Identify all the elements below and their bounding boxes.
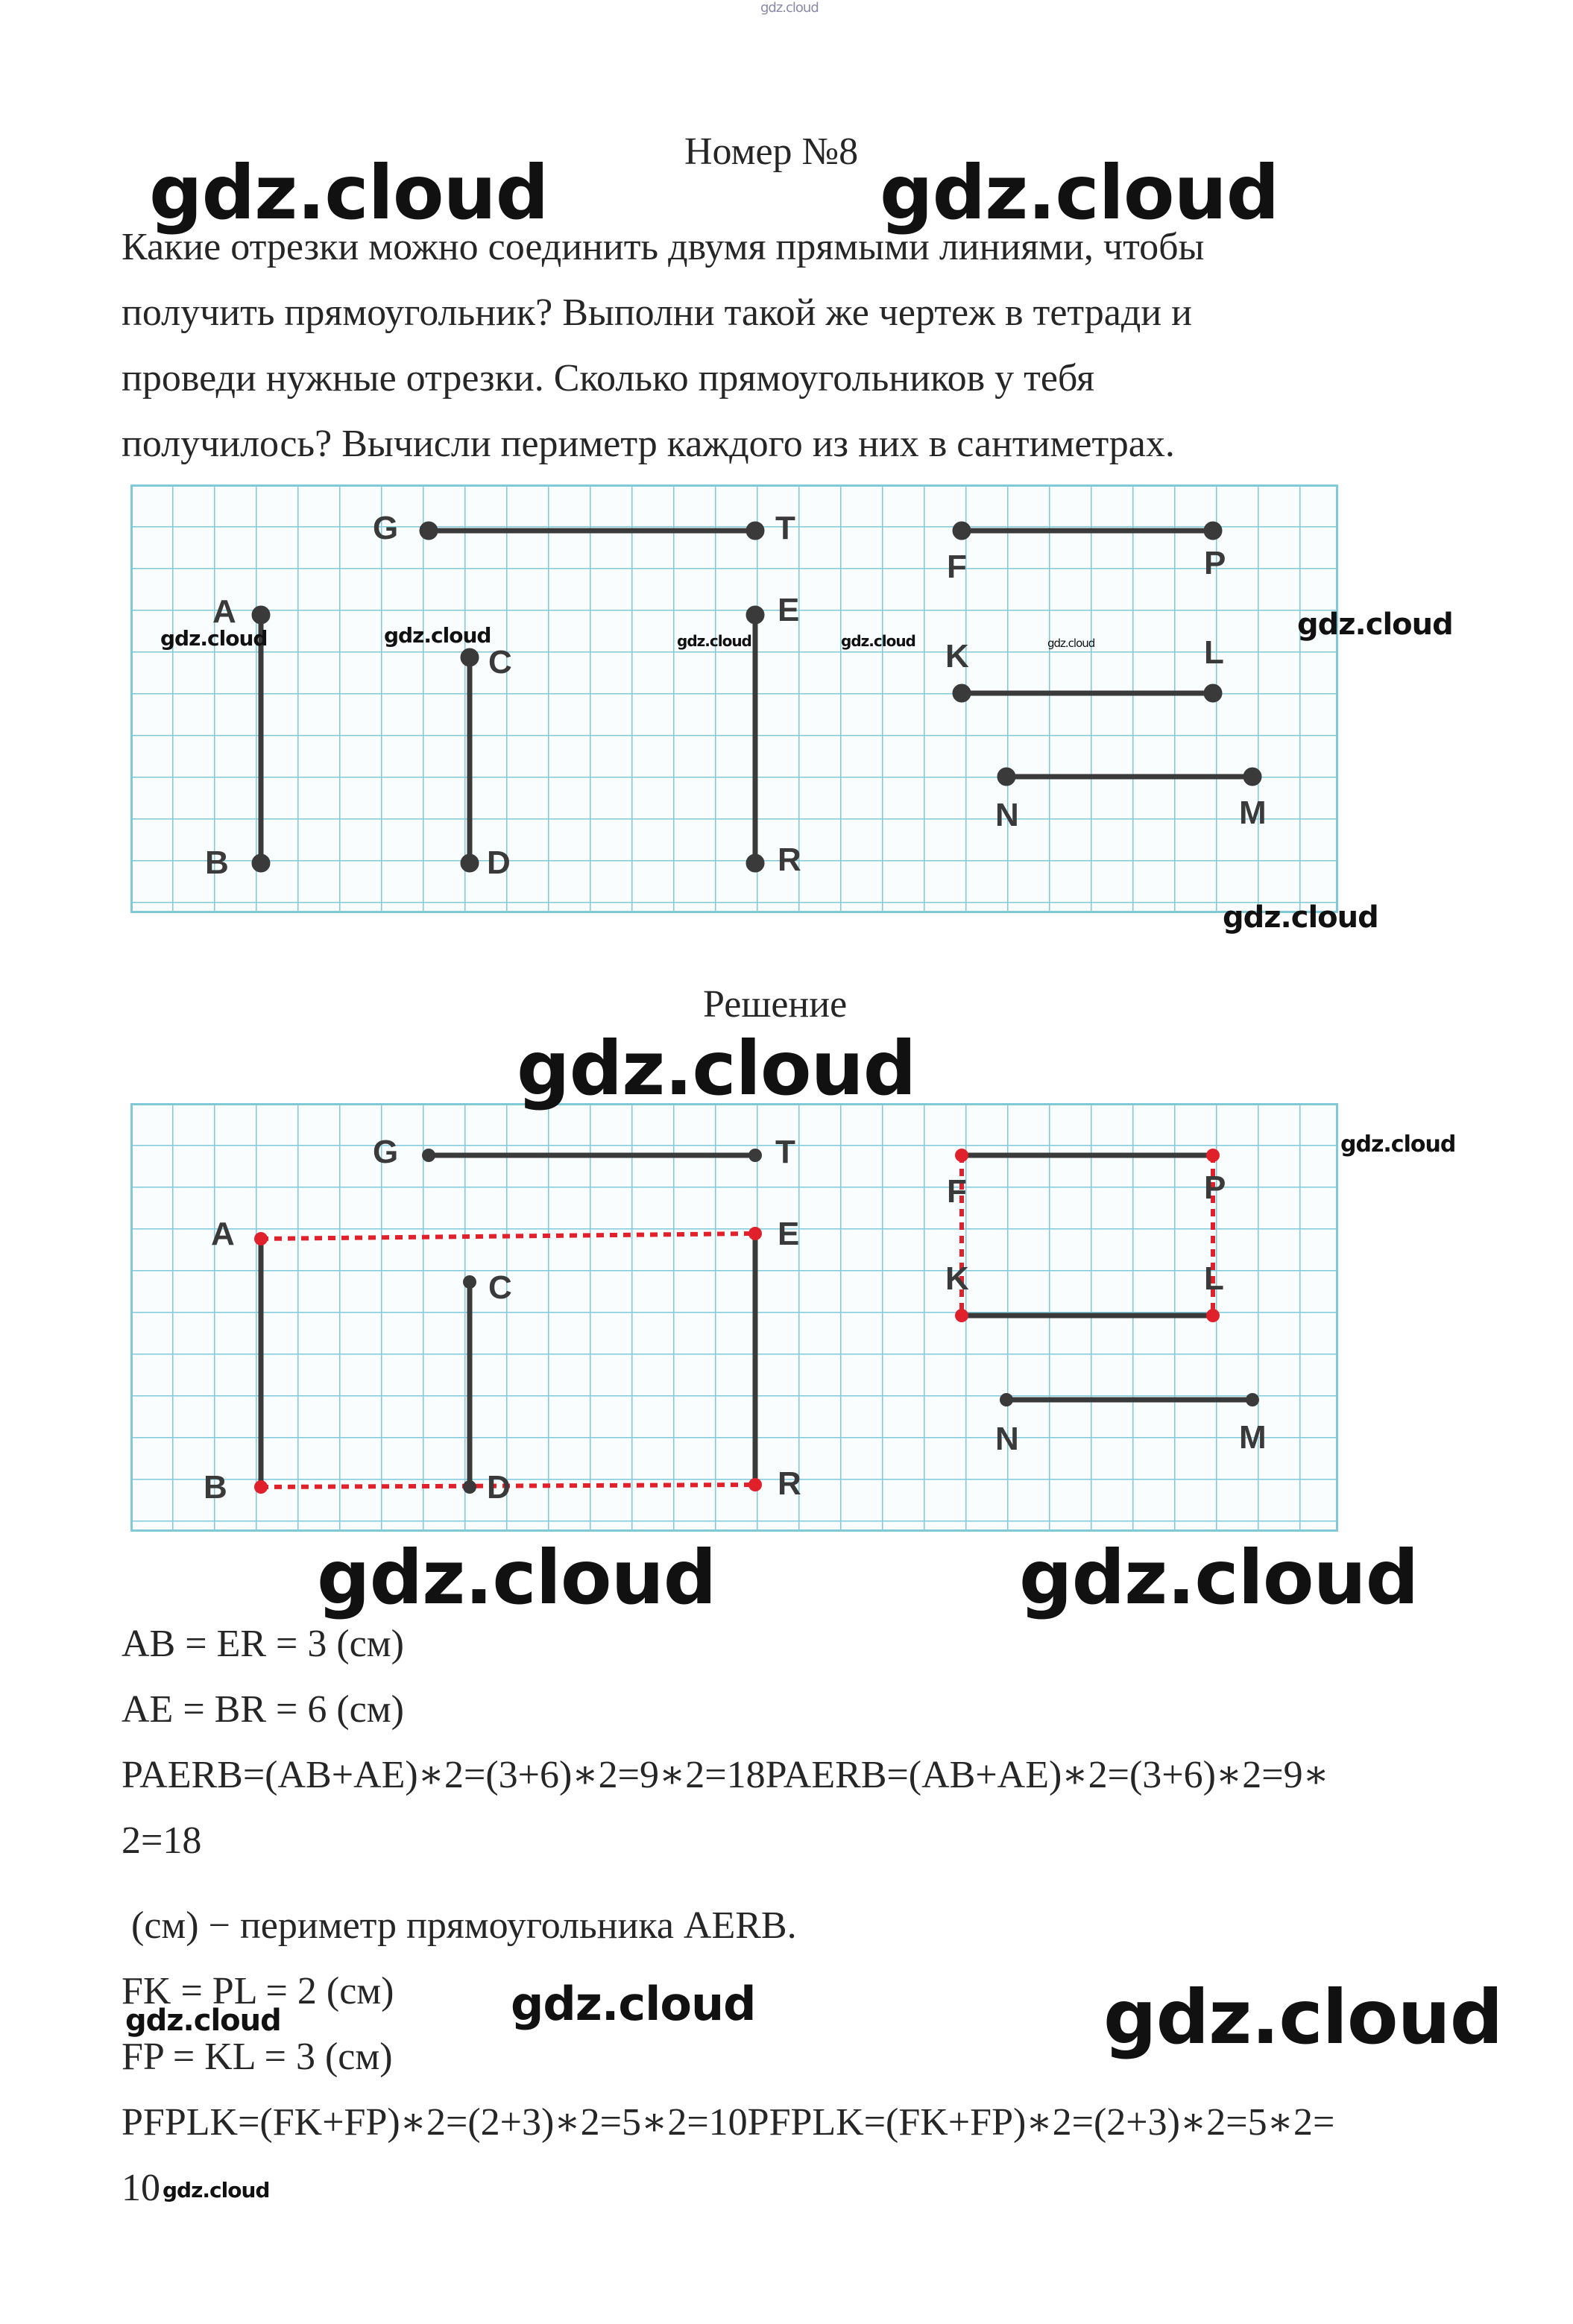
watermark: gdz.cloud: [517, 1025, 916, 1112]
label-C: C: [488, 1269, 512, 1306]
point-B: [254, 856, 268, 870]
point-A: [254, 608, 268, 622]
watermark: gdz.cloud: [1297, 607, 1453, 642]
label-K: K: [945, 1260, 969, 1297]
watermark: gdz.cloud: [1223, 900, 1378, 935]
point-M: [1246, 770, 1259, 783]
task-line: проведи нужные отрезки. Сколько прямоугольников у тебя: [122, 357, 1095, 400]
point-E: [748, 608, 762, 622]
label-N: N: [995, 1421, 1019, 1457]
label-M: M: [1239, 1419, 1267, 1456]
task-line: получить прямоугольник? Выполни такой же чертеж в тетради и: [122, 291, 1192, 334]
point-D: [463, 856, 476, 870]
label-E: E: [778, 592, 800, 628]
point-R: [748, 1478, 762, 1491]
label-R: R: [778, 841, 801, 878]
solution-line-6: FK = PL = 2 (см): [122, 1970, 394, 2012]
watermark: gdz.cloud: [163, 2178, 270, 2203]
point-L: [1206, 1309, 1220, 1322]
label-T: T: [775, 510, 795, 546]
watermark: gdz.cloud: [677, 632, 751, 650]
label-P: P: [1204, 545, 1226, 581]
watermark: gdz.cloud: [160, 626, 268, 651]
solution-line-8: PFPLK=(FK+FP)∗2=(2+3)∗2=5∗2=10PFPLK=(FK+FP)∗2=(2+3)∗2=5∗2=: [122, 2101, 1335, 2144]
label-T: T: [775, 1134, 795, 1170]
top-watermark: gdz.cloud: [760, 0, 819, 16]
label-C: C: [488, 644, 512, 681]
watermark: gdz.cloud: [125, 2003, 281, 2038]
task-line: получилось? Вычисли периметр каждого из них в сантиметрах.: [122, 423, 1175, 465]
solution-line-3: PAERB=(AB+AE)∗2=(3+6)∗2=9∗2=18PAERB=(AB+AE)∗2=(3+6)∗2=9∗: [122, 1754, 1329, 1796]
point-E: [748, 1227, 762, 1240]
point-G: [422, 1149, 435, 1162]
solution-heading: Решение: [703, 983, 848, 1026]
page-title: Номер №8: [684, 130, 859, 173]
label-F: F: [947, 549, 967, 585]
label-R: R: [778, 1465, 801, 1502]
point-K: [955, 686, 968, 700]
label-L: L: [1204, 1260, 1224, 1297]
task-figure-svg: [130, 484, 1338, 913]
label-G: G: [373, 1134, 399, 1170]
point-M: [1246, 1393, 1259, 1406]
label-A: A: [212, 593, 236, 630]
point-B: [254, 1480, 268, 1494]
point-L: [1206, 686, 1220, 700]
solution-figure-svg: [130, 1103, 1338, 1532]
point-N: [1000, 1393, 1013, 1406]
watermark: gdz.cloud: [511, 1977, 756, 2031]
solution-line-4: 2=18: [122, 1819, 202, 1862]
watermark: gdz.cloud: [149, 149, 549, 236]
point-P: [1206, 1149, 1220, 1162]
label-B: B: [204, 1469, 227, 1506]
task-line: Какие отрезки можно соединить двумя прямыми линиями, чтобы: [122, 226, 1205, 268]
watermark: gdz.cloud: [384, 623, 491, 648]
point-N: [1000, 770, 1013, 783]
label-N: N: [995, 797, 1019, 833]
task-text: [122, 215, 1434, 477]
label-A: A: [211, 1216, 235, 1252]
grid-background: [130, 484, 1338, 913]
label-F: F: [947, 1173, 967, 1210]
solution-line-5: (см) − периметр прямоугольника AERB.: [122, 1904, 797, 1947]
point-C: [463, 1275, 476, 1289]
label-B: B: [205, 844, 229, 881]
label-G: G: [373, 510, 399, 546]
solution-line-1: AB = ER = 3 (см): [122, 1623, 404, 1665]
point-R: [748, 856, 762, 870]
watermark: gdz.cloud: [880, 149, 1279, 236]
task-figure: [130, 484, 1338, 913]
label-E: E: [778, 1216, 800, 1252]
label-P: P: [1204, 1169, 1226, 1206]
label-M: M: [1239, 795, 1267, 831]
point-A: [254, 1232, 268, 1245]
watermark: gdz.cloud: [1103, 1974, 1503, 2061]
solution-line-7: FP = KL = 3 (см): [122, 2036, 393, 2078]
point-K: [955, 1309, 968, 1322]
point-F: [955, 524, 968, 537]
label-D: D: [487, 1469, 511, 1506]
point-F: [955, 1149, 968, 1162]
point-P: [1206, 524, 1220, 537]
watermark: gdz.cloud: [1047, 637, 1095, 650]
solution-line-9: 10: [122, 2167, 160, 2209]
label-K: K: [945, 638, 969, 675]
point-T: [748, 1149, 762, 1162]
watermark: gdz.cloud: [317, 1534, 716, 1621]
label-D: D: [487, 844, 511, 881]
solution-line-2: AE = BR = 6 (см): [122, 1688, 404, 1731]
label-L: L: [1204, 634, 1224, 671]
watermark: gdz.cloud: [841, 632, 915, 650]
watermark: gdz.cloud: [1019, 1534, 1419, 1621]
point-D: [463, 1480, 476, 1494]
point-G: [422, 524, 435, 537]
watermark: gdz.cloud: [1340, 1131, 1456, 1158]
point-T: [748, 524, 762, 537]
point-C: [463, 651, 476, 664]
solution-figure: [130, 1103, 1338, 1532]
